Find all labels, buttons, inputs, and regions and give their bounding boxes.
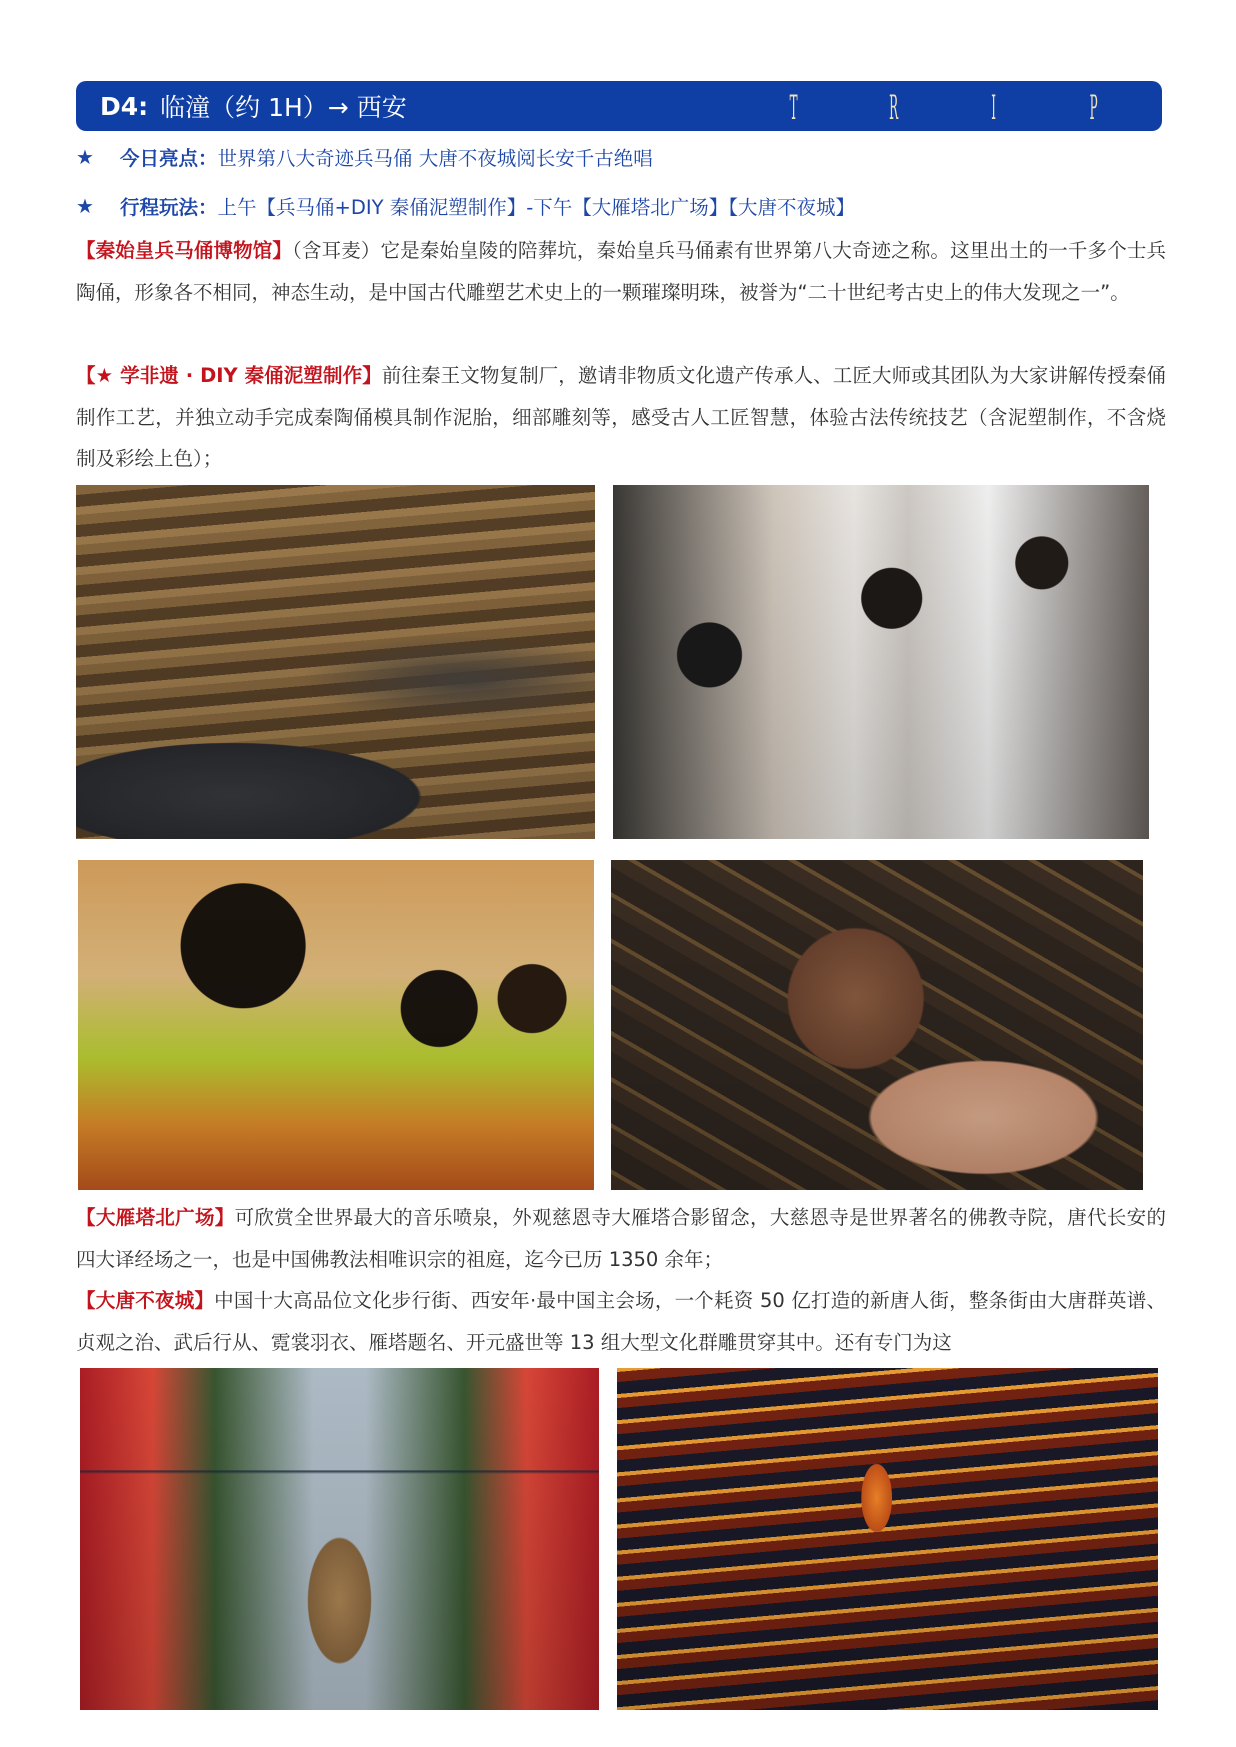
kids-clay-making-photo bbox=[78, 860, 594, 1190]
clay-figure-carving-photo bbox=[611, 860, 1143, 1190]
night-city-photo bbox=[617, 1368, 1158, 1710]
trip-letter-i: I bbox=[991, 88, 997, 128]
trip-logo bbox=[744, 88, 1144, 128]
terracotta-army-photo bbox=[76, 485, 595, 839]
today-highlights bbox=[76, 141, 653, 173]
day-label: D4: bbox=[100, 91, 149, 121]
diy-paragraph bbox=[76, 355, 1166, 480]
city-paragraph bbox=[76, 1280, 1166, 1363]
star-icon: ★ bbox=[76, 194, 94, 218]
plan-text: 上午【兵马俑+DIY 秦俑泥塑制作】-下午【大雁塔北广场】【大唐不夜城】 bbox=[217, 196, 856, 219]
today-label: 今日亮点： bbox=[120, 147, 218, 170]
museum-text: （含耳麦）它是秦始皇陵的陪葬坑，秦始皇兵马俑素有世界第八大奇迹之称。这里出土的一千多个士兵陶俑，形象各不相同，神态生动，是中国古代雕塑艺术史上的一颗璀璨明珠，被誉为“二十世纪考古史上的伟大发现之一”。 bbox=[76, 239, 1166, 304]
city-tag: 【大唐不夜城】 bbox=[76, 1289, 215, 1312]
museum-paragraph bbox=[76, 230, 1166, 313]
trip-letter-r: R bbox=[889, 88, 899, 128]
city-text: 中国十大高品位文化步行街、西安年·最中国主会场，一个耗资 50 亿打造的新唐人街，整条街由大唐群英谱、贞观之治、武后行从、霓裳羽衣、雁塔题名、开元盛世等 13 组大型文化群雕贯穿其中。还有专门为这 bbox=[76, 1289, 1166, 1354]
plan-label: 行程玩法： bbox=[120, 196, 218, 219]
diy-text: 前往秦王文物复制厂，邀请非物质文化遗产传承人、工匠大师或其团队为大家讲解传授秦俑制作工艺，并独立动手完成秦陶俑模具制作泥胎，细部雕刻等，感受古人工匠智慧，体验古法传统技艺（含泥塑制作，不含烧制及彩绘上色）； bbox=[76, 364, 1166, 470]
star-icon: ★ bbox=[76, 145, 94, 169]
route-text: 临潼（约 1H）→ 西安 bbox=[160, 93, 407, 122]
day-banner bbox=[76, 81, 1162, 131]
tang-street-photo bbox=[80, 1368, 599, 1710]
diy-tag: 【★ 学非遗 · DIY 秦俑泥塑制作】 bbox=[76, 364, 382, 387]
itinerary-plan bbox=[76, 190, 855, 222]
pagoda-paragraph bbox=[76, 1197, 1166, 1280]
trip-letter-t: T bbox=[789, 88, 799, 128]
pagoda-text: 可欣赏全世界最大的音乐喷泉，外观慈恩寺大雁塔合影留念，大慈恩寺是世界著名的佛教寺院，唐代长安的四大译经场之一，也是中国佛教法相唯识宗的祖庭，迄今已历 1350 余年； bbox=[76, 1206, 1166, 1271]
museum-tag: 【秦始皇兵马俑博物馆】 bbox=[76, 239, 293, 262]
trip-letter-p: P bbox=[1089, 88, 1099, 128]
today-text: 世界第八大奇迹兵马俑 大唐不夜城阅长安千古绝唱 bbox=[217, 147, 653, 170]
visitors-workshop-photo bbox=[613, 485, 1149, 839]
pagoda-tag: 【大雁塔北广场】 bbox=[76, 1206, 235, 1229]
